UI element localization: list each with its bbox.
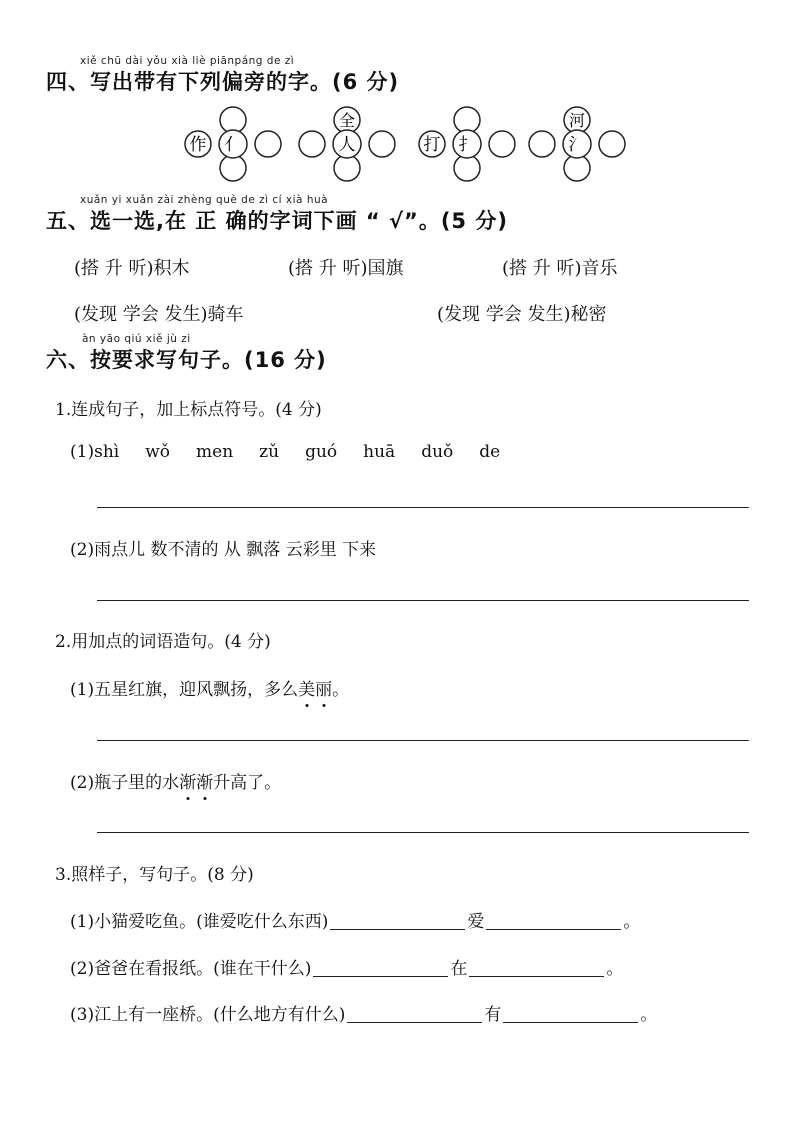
question-3-item-3 (70, 1000, 657, 1025)
pinyin-word: shì (94, 442, 120, 462)
petal-left-text: 作 (189, 135, 207, 155)
fill-blank[interactable] (330, 911, 465, 930)
pinyin-word: wǒ (145, 442, 171, 462)
fill-blank[interactable] (347, 1004, 482, 1023)
item-label: (1) (70, 442, 95, 462)
radical-flower-3 (412, 106, 522, 182)
sentence-mid: 在 (450, 959, 468, 979)
section4-pinyin: xiě chū dài yǒu xià liè piānpáng de zì (80, 55, 295, 67)
sentence-end: 。 (332, 680, 350, 700)
question-3-title: 3.照样子，写句子。(8 分) (55, 865, 254, 885)
question-2-item-1 (70, 675, 349, 700)
choice-item: (发现 学会 发生)骑车 (74, 304, 244, 325)
section5-pinyin: xuǎn yi xuǎn zài zhèng què de zì cí xià huà (80, 194, 329, 206)
petal-top-text: 全 (338, 111, 356, 130)
sentence-mid: 有 (484, 1005, 502, 1025)
radical-flower-2 (292, 106, 402, 182)
question-2-item-2 (70, 768, 281, 793)
radical-flower-4 (522, 106, 632, 182)
petal-top-text: 河 (568, 111, 586, 130)
answer-line[interactable] (97, 600, 749, 601)
sentence-end: 。 (640, 1005, 658, 1025)
sentence-text: (1)五星红旗，迎风飘扬，多么 (70, 680, 299, 700)
petal-left-text: 打 (423, 135, 441, 155)
choice-item: (发现 学会 发生)秘密 (437, 304, 607, 325)
pinyin-word: men (196, 442, 234, 462)
sentence-text: (2)瓶子里的水 (70, 773, 180, 793)
pinyin-word: guó (305, 442, 338, 462)
fill-blank[interactable] (503, 1004, 638, 1023)
answer-line[interactable] (97, 507, 749, 508)
fill-blank[interactable] (469, 958, 604, 977)
section6-title: 六、按要求写句子。(16 分) (46, 348, 327, 372)
dotted-char: 渐 (196, 773, 214, 793)
question-2-title: 2.用加点的词语造句。(4 分) (55, 632, 271, 652)
section5-title: 五、选一选,在 正 确的字词下画 “ √”。(5 分) (46, 209, 508, 233)
dotted-char: 渐 (179, 773, 197, 793)
fill-blank[interactable] (313, 958, 448, 977)
sentence-text: (1)小猫爱吃鱼。(谁爱吃什么东西) (70, 912, 329, 932)
section6-pinyin: àn yāo qiú xiě jù zi (82, 333, 191, 345)
pinyin-word: zǔ (259, 442, 280, 462)
answer-line[interactable] (97, 832, 749, 833)
section4-title: 四、写出带有下列偏旁的字。(6 分) (46, 70, 400, 94)
choice-item: (搭 升 听)音乐 (502, 258, 618, 279)
sentence-end: 。 (623, 912, 641, 932)
sentence-end: 升高了。 (213, 773, 282, 793)
dotted-char: 美 (298, 680, 316, 700)
pinyin-word: huā (363, 442, 396, 462)
fill-blank[interactable] (486, 911, 621, 930)
answer-line[interactable] (97, 740, 749, 741)
center-radical: 亻 (224, 135, 242, 155)
radical-flower-1 (178, 106, 288, 182)
center-radical: 氵 (568, 135, 586, 155)
question-1-item-1 (70, 442, 526, 462)
question-1-title: 1.连成句子，加上标点符号。(4 分) (55, 400, 322, 420)
dotted-char: 丽 (315, 680, 333, 700)
sentence-text: (3)江上有一座桥。(什么地方有什么) (70, 1005, 346, 1025)
question-3-item-1 (70, 907, 640, 932)
question-1-item-2: (2)雨点儿 数不清的 从 飘落 云彩里 下来 (70, 540, 377, 560)
pinyin-word: duǒ (421, 442, 454, 462)
sentence-text: (2)爸爸在看报纸。(谁在干什么) (70, 959, 312, 979)
choice-item: (搭 升 听)积木 (74, 258, 190, 279)
center-radical: 人 (338, 135, 356, 155)
sentence-mid: 爱 (467, 912, 485, 932)
center-radical: 扌 (458, 135, 476, 155)
choice-item: (搭 升 听)国旗 (288, 258, 404, 279)
question-3-item-2 (70, 954, 623, 979)
pinyin-word: de (479, 442, 501, 462)
sentence-end: 。 (606, 959, 624, 979)
